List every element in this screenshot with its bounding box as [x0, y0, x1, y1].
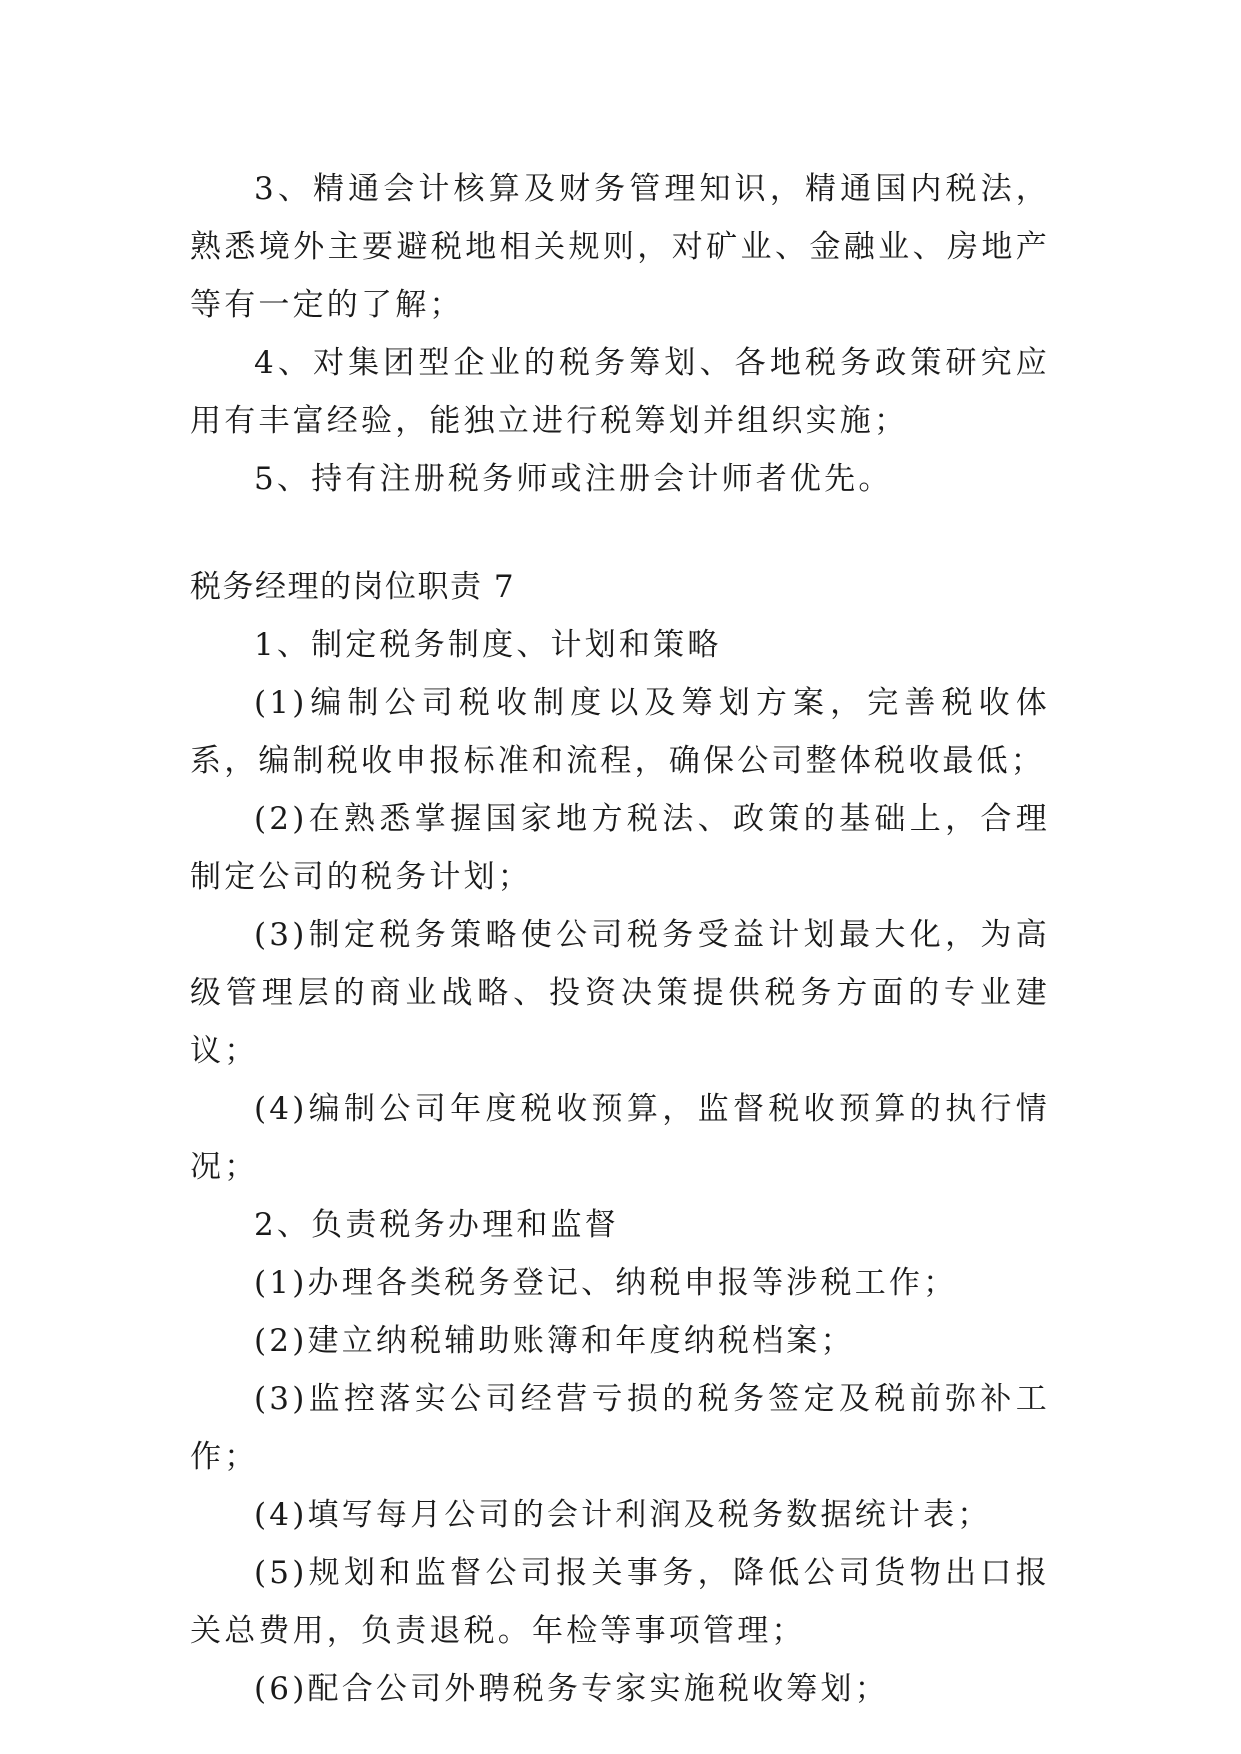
requirement-item-3: 3、精通会计核算及财务管理知识，精通国内税法，熟悉境外主要避税地相关规则，对矿业、金融业、房地产等有一定的了解； — [190, 171, 1050, 323]
duty-item: (1)编制公司税收制度以及筹划方案，完善税收体系，编制税收申报标准和流程，确保公司整体税收最低； — [190, 685, 1050, 779]
requirement-item-4: 4、对集团型企业的税务筹划、各地税务政策研究应用有丰富经验，能独立进行税筹划并组织实施； — [190, 345, 1050, 439]
duty-item: (3)监控落实公司经营亏损的税务签定及税前弥补工作； — [190, 1381, 1050, 1475]
requirement-item-5: 5、持有注册税务师或注册会计师者优先。 — [254, 461, 893, 497]
section-gap — [190, 508, 1050, 558]
duty-item: (4)填写每月公司的会计利润及税务数据统计表； — [254, 1497, 992, 1533]
duty-heading-1: 1、制定税务制度、计划和策略 — [254, 627, 722, 663]
qualification-list — [190, 160, 1050, 508]
duties-section — [190, 558, 1050, 1718]
duty-item: (2)在熟悉掌握国家地方税法、政策的基础上，合理制定公司的税务计划； — [190, 801, 1050, 895]
duty-item: (1)办理各类税务登记、纳税申报等涉税工作； — [254, 1265, 958, 1301]
duty-item: (6)配合公司外聘税务专家实施税收筹划； — [254, 1671, 889, 1707]
duty-heading-2: 2、负责税务办理和监督 — [254, 1207, 619, 1243]
duty-item: (3)制定税务策略使公司税务受益计划最大化，为高级管理层的商业战略、投资决策提供税务方面的专业建议； — [190, 917, 1050, 1069]
section-title: 税务经理的岗位职责 7 — [190, 569, 516, 605]
document-page — [190, 160, 1050, 1718]
duty-item: (2)建立纳税辅助账簿和年度纳税档案； — [254, 1323, 855, 1359]
duty-item: (4)编制公司年度税收预算，监督税收预算的执行情况； — [190, 1091, 1050, 1185]
duty-item: (5)规划和监督公司报关事务，降低公司货物出口报关总费用，负责退税。年检等事项管理； — [190, 1555, 1050, 1649]
